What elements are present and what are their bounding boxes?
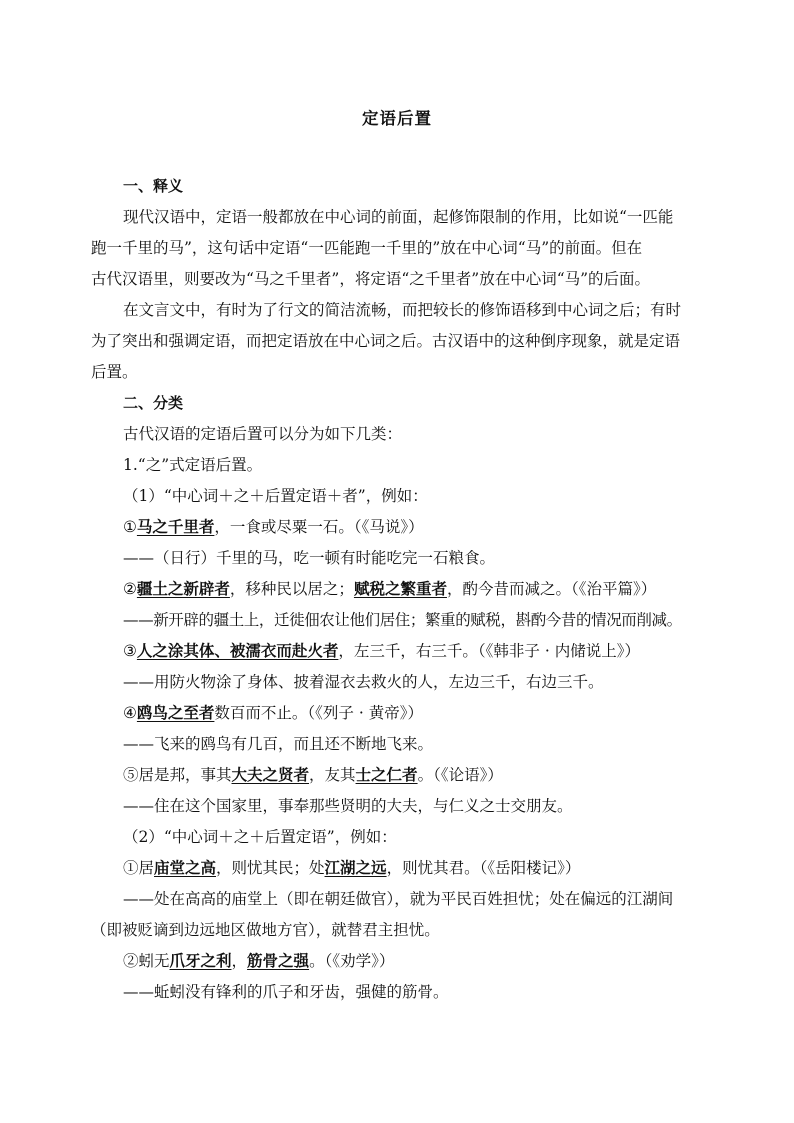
example-text: 。（《劝学》） [309, 952, 395, 970]
section-heading-classification: 二、分类 [123, 394, 184, 412]
subtype-heading: （2）“中心词＋之＋后置定语”，例如： [123, 828, 397, 846]
translation-line: ——新开辟的疆土上，迁徙佃农让他们居住；繁重的赋税，斟酌今昔的情况而削减。 [123, 611, 682, 629]
example-text: ，酌今昔而减之。（《治平篇》） [446, 580, 657, 598]
example-text: ②蚓无 [123, 952, 170, 970]
example-line [123, 703, 423, 723]
translation-line: ——用防火物涂了身体、披着湿衣去救火的人，左边三千，右边三千。 [123, 673, 604, 691]
translation-line: ——（日行）千里的马，吃一顿有时能吃完一石粮食。 [123, 549, 496, 567]
example-number: ① [123, 518, 137, 536]
postposed-attributive: 江湖之远 [324, 858, 387, 877]
paragraph-line: 后置。 [91, 363, 138, 381]
example-text: ，则忧其君。（《岳阳楼记》） [386, 859, 581, 877]
postposed-attributive: 人之涂其体、被濡衣而赴火者 [136, 641, 339, 660]
example-text: ，友其 [309, 766, 356, 784]
postposed-attributive: 赋税之繁重者 [353, 579, 447, 598]
example-line [123, 765, 503, 785]
postposed-attributive: 筋骨之强 [247, 951, 310, 970]
paragraph-line: 在文言文中，有时为了行文的简洁流畅，而把较长的修饰语移到中心词之后；有时 [123, 301, 682, 319]
postposed-attributive: 庙堂之高 [154, 858, 217, 877]
translation-line: ——住在这个国家里，事奉那些贤明的大夫，与仁义之士交朋友。 [123, 797, 573, 815]
example-line [123, 641, 640, 661]
translation-line: （即被贬谪到边远地区做地方官），就替君主担忧。 [91, 921, 440, 939]
postposed-attributive: 马之千里者 [136, 517, 215, 536]
example-number: ④ [123, 704, 137, 722]
example-text: ，移种民以居之； [229, 580, 354, 598]
example-number: ③ [123, 642, 137, 660]
example-line [123, 858, 580, 878]
example-line [123, 579, 656, 599]
example-text: ， [231, 952, 248, 970]
subtype-heading: （1）“中心词＋之＋后置定语＋者”，例如： [123, 487, 428, 505]
example-text: 。（《论语》） [417, 766, 503, 784]
postposed-attributive: 疆土之新辟者 [136, 579, 230, 598]
example-line [123, 517, 424, 537]
translation-line: ——飞来的鸥鸟有几百，而且还不断地飞来。 [123, 735, 434, 753]
example-line [123, 951, 394, 971]
postposed-attributive: 鸥鸟之至者 [136, 703, 215, 722]
postposed-attributive: 大夫之贤者 [231, 765, 310, 784]
translation-line: ——蚯蚓没有锋利的爪子和牙齿，强健的筋骨。 [123, 983, 449, 1001]
paragraph-line: 为了突出和强调定语，而把定语放在中心词之后。古汉语中的这种倒序现象，就是定语 [91, 332, 681, 350]
example-text: ，左三千，右三千。（《韩非子 · 内储说上》） [338, 642, 640, 660]
example-number: ② [123, 580, 137, 598]
classification-intro: 古代汉语的定语后置可以分为如下几类： [123, 425, 403, 443]
postposed-attributive: 士之仁者 [355, 765, 418, 784]
paragraph-line: 跑一千里的马”，这句话中定语“一匹能跑一千里的”放在中心词“马”的前面。但在 [91, 239, 643, 257]
example-text: ，则忧其民；处 [216, 859, 325, 877]
translation-line: ——处在高高的庙堂上（即在朝廷做官），就为平民百姓担忧；处在偏远的江湖间 [123, 890, 674, 908]
postposed-attributive: 爪牙之利 [169, 951, 232, 970]
type-heading: 1.“之”式定语后置。 [123, 456, 263, 474]
paragraph-line: 现代汉语中，定语一般都放在中心词的前面，起修饰限制的作用，比如说“一匹能 [123, 208, 674, 226]
section-heading-definition: 一、释义 [123, 177, 184, 195]
example-text: ⑤居是邦，事其 [123, 766, 232, 784]
example-text: ，一食或尽粟一石。（《马说》） [214, 518, 424, 536]
example-text: 数百而不止。（《列子 · 黄帝》） [214, 704, 423, 722]
page-title: 定语后置 [362, 109, 432, 128]
example-text: ①居 [123, 859, 155, 877]
paragraph-line: 古代汉语里，则要改为“马之千里者”，将定语“之千里者”放在中心词“马”的后面。 [91, 270, 651, 288]
